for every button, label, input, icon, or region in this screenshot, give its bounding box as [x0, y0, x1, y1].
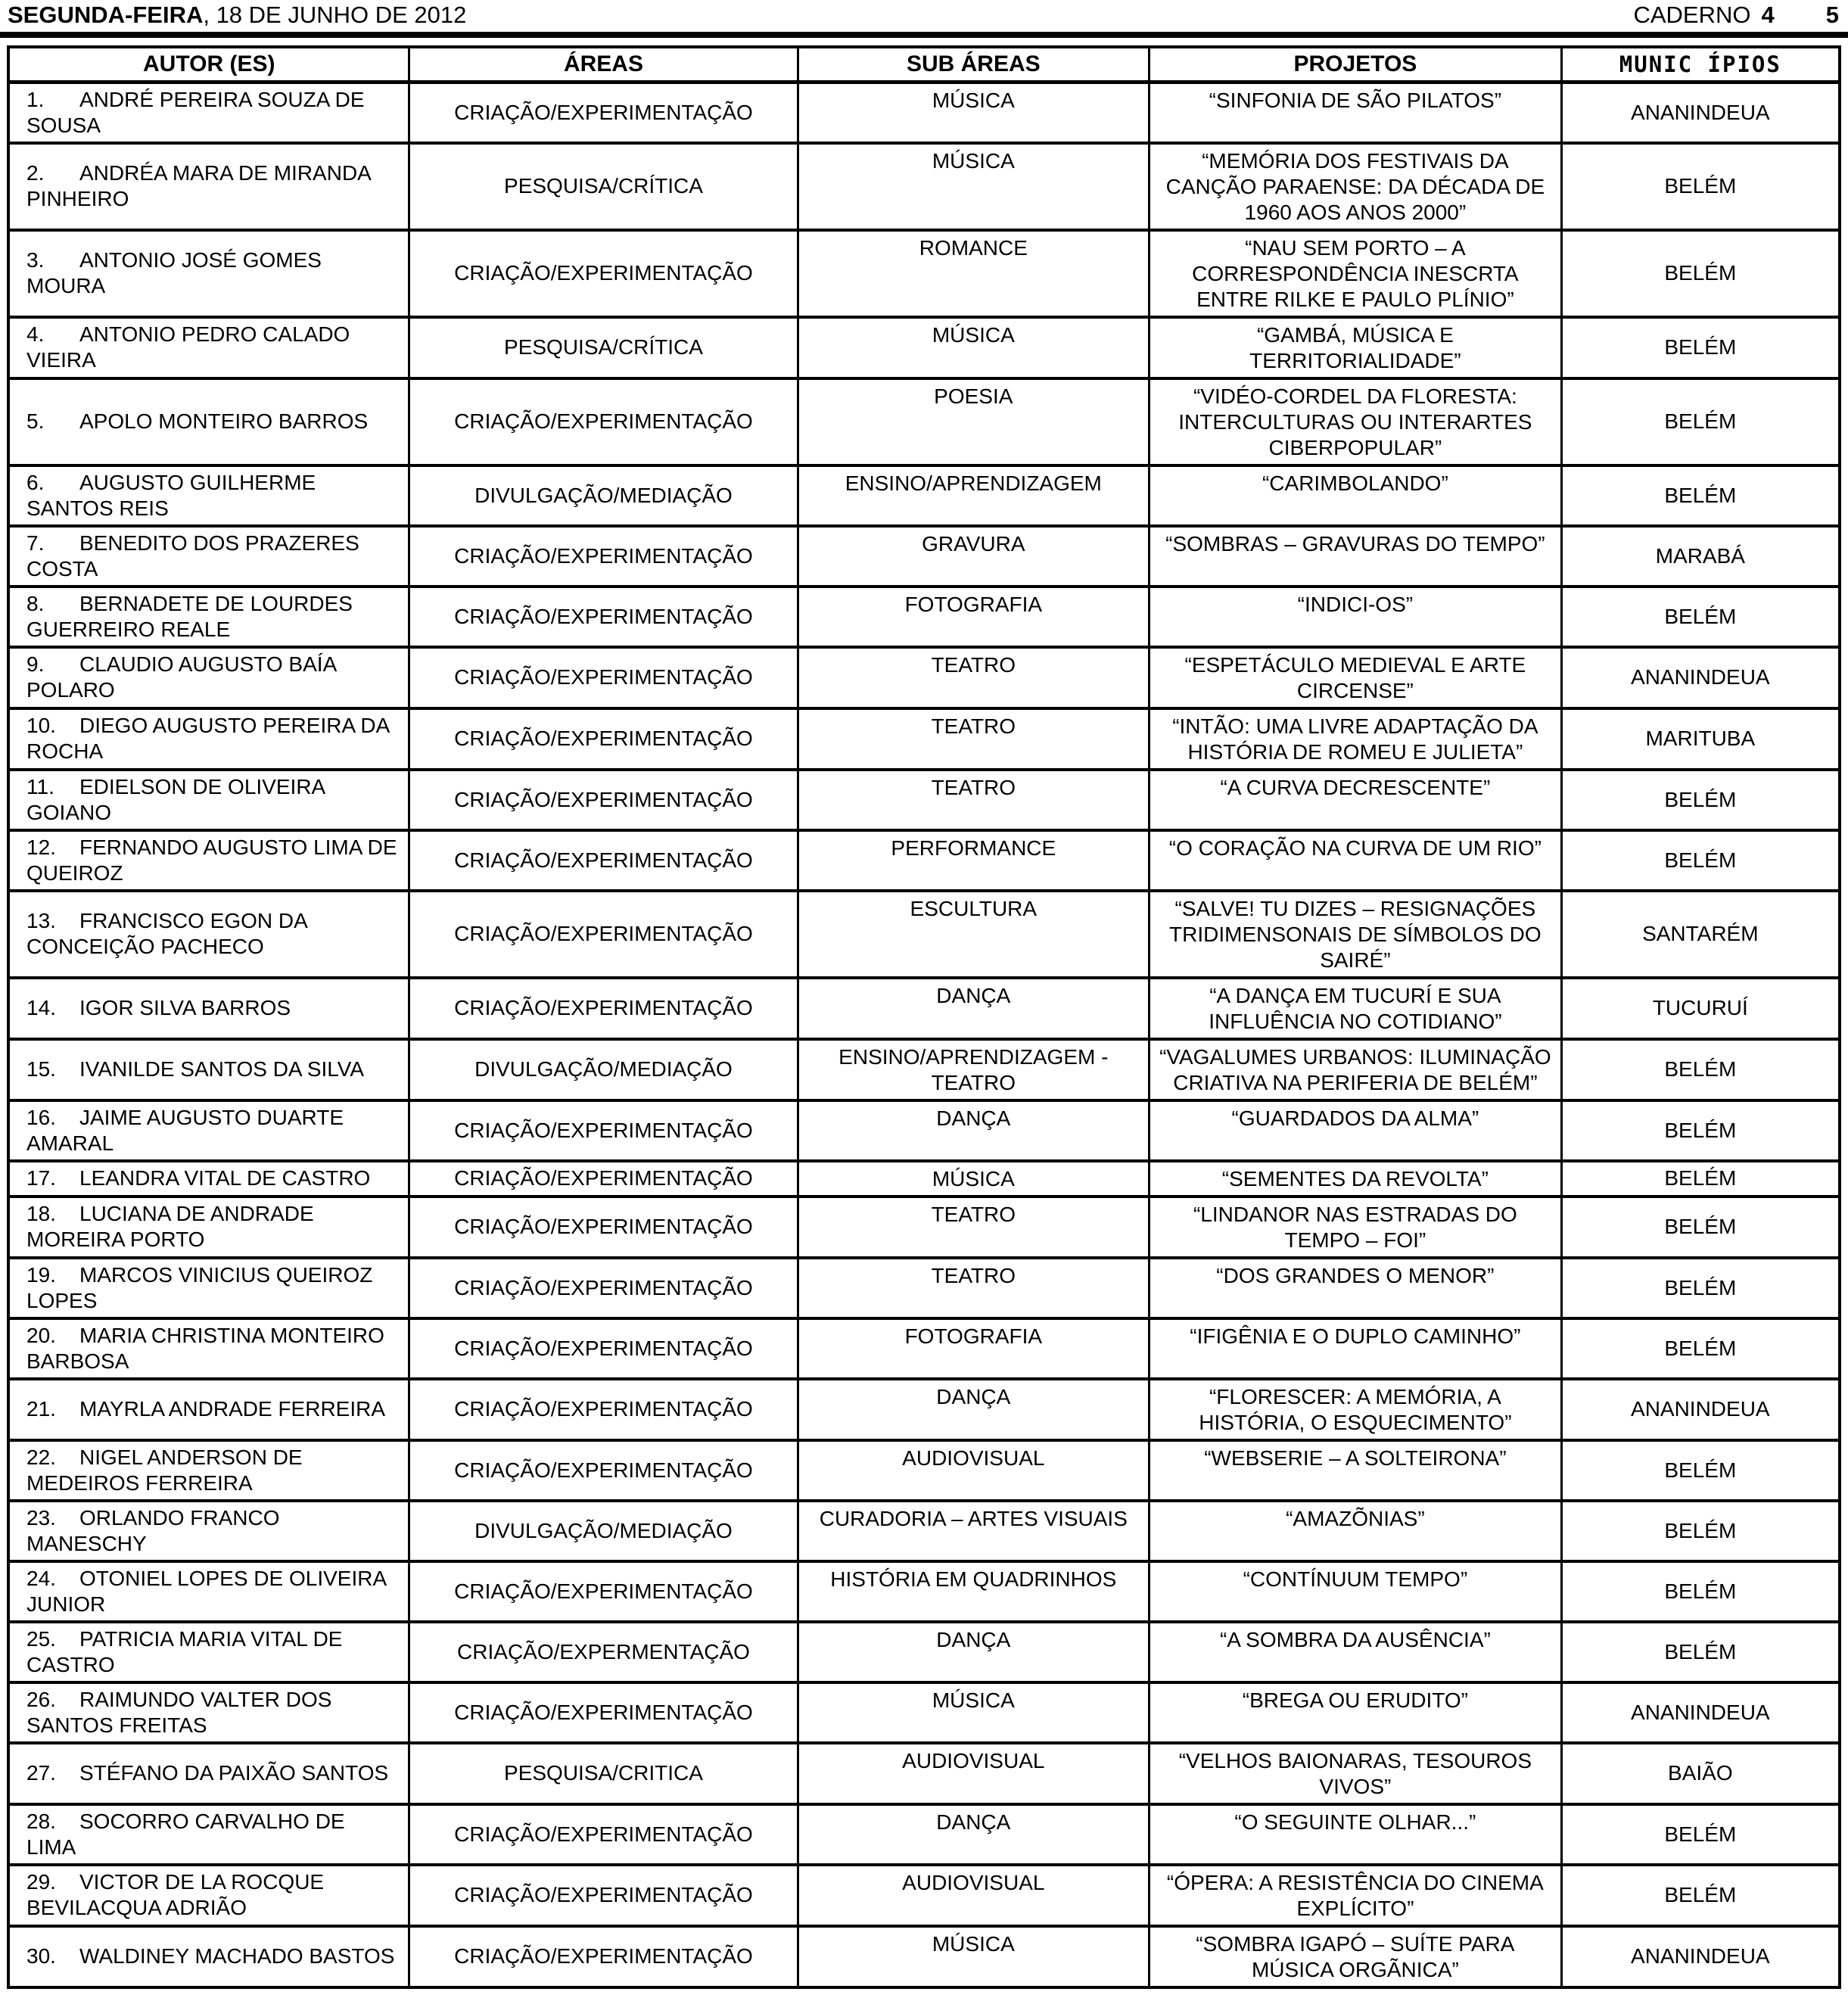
subarea-cell: MÚSICA: [798, 82, 1150, 143]
table-row: [8, 1258, 1840, 1318]
autor-cell: [8, 1197, 409, 1258]
subarea-cell: AUDIOVISUAL: [798, 1743, 1150, 1804]
table-row: [8, 587, 1840, 647]
projeto-cell: “GAMBÁ, MÚSICA E TERRITORIALIDADE”: [1150, 317, 1562, 378]
table-row: [8, 82, 1840, 143]
area-cell: PESQUISA/CRÍTICA: [409, 317, 798, 378]
municipio-cell: BELÉM: [1561, 317, 1840, 378]
autor-cell: [8, 317, 409, 378]
subarea-cell: FOTOGRAFIA: [798, 1318, 1150, 1379]
subarea-cell: AUDIOVISUAL: [798, 1865, 1150, 1926]
row-number: 22.: [26, 1445, 56, 1469]
municipio-cell: MARABÁ: [1561, 526, 1840, 587]
row-number: 25.: [26, 1626, 56, 1651]
area-cell: CRIAÇÃO/EXPERIMENTAÇÃO: [409, 1197, 798, 1258]
table-row: [8, 1039, 1840, 1100]
projeto-cell: “INDICI-OS”: [1150, 587, 1562, 647]
table-row: [8, 1804, 1840, 1865]
autor-cell: [8, 230, 409, 317]
area-cell: CRIAÇÃO/EXPERIMENTAÇÃO: [409, 1561, 798, 1622]
projeto-cell: “WEBSERIE – A SOLTEIRONA”: [1150, 1440, 1562, 1501]
table-row: [8, 1318, 1840, 1379]
authors-projects-table: [7, 45, 1841, 1989]
projeto-cell: “VIDÉO-CORDEL DA FLORESTA: INTERCULTURAS OU INTERARTES CIBERPOPULAR”: [1150, 378, 1562, 465]
municipio-cell: BELÉM: [1561, 1865, 1840, 1926]
table-row: [8, 891, 1840, 978]
area-cell: CRIAÇÃO/EXPERIMENTAÇÃO: [409, 526, 798, 587]
municipio-cell: BELÉM: [1561, 1039, 1840, 1100]
area-cell: CRIAÇÃO/EXPERIMENTAÇÃO: [409, 1161, 798, 1197]
autor-name: ANTONIO PEDRO CALADO VIEIRA: [26, 322, 350, 372]
area-cell: PESQUISA/CRÍTICA: [409, 143, 798, 230]
row-number: 4.: [26, 322, 45, 346]
autor-cell: [8, 587, 409, 647]
municipio-cell: BELÉM: [1561, 143, 1840, 230]
area-cell: CRIAÇÃO/EXPERIMENTAÇÃO: [409, 1804, 798, 1865]
autor-name: FRANCISCO EGON DA CONCEIÇÃO PACHECO: [26, 909, 307, 958]
municipio-cell: BELÉM: [1561, 587, 1840, 647]
autor-name: MARIA CHRISTINA MONTEIRO BARBOSA: [26, 1323, 384, 1373]
autor-name: VICTOR DE LA ROCQUE BEVILACQUA ADRIÃO: [26, 1870, 325, 1919]
autor-name: FERNANDO AUGUSTO LIMA DE QUEIROZ: [26, 835, 397, 885]
autor-name: LUCIANA DE ANDRADE MOREIRA PORTO: [26, 1202, 314, 1251]
autor-cell: [8, 526, 409, 587]
row-number: 23.: [26, 1505, 56, 1530]
projeto-cell: “ESPETÁCULO MEDIEVAL E ARTE CIRCENSE”: [1150, 647, 1562, 708]
row-number: 2.: [26, 161, 45, 185]
municipio-cell: BELÉM: [1561, 378, 1840, 465]
row-number: 1.: [26, 87, 45, 111]
row-number: 29.: [26, 1870, 56, 1894]
projeto-cell: “VAGALUMES URBANOS: ILUMINAÇÃO CRIATIVA NA PERIFERIA DE BELÉM”: [1150, 1039, 1562, 1100]
area-cell: CRIAÇÃO/EXPERIMENTAÇÃO: [409, 708, 798, 770]
row-number: 19.: [26, 1262, 56, 1287]
page-number: 5: [1825, 2, 1839, 28]
table-row: [8, 1379, 1840, 1440]
subarea-cell: TEATRO: [798, 1258, 1150, 1318]
row-number: 11.: [26, 774, 54, 798]
autor-cell: [8, 82, 409, 143]
table-row: [8, 770, 1840, 830]
row-number: 21.: [26, 1397, 56, 1421]
area-cell: DIVULGAÇÃO/MEDIAÇÃO: [409, 465, 798, 526]
row-number: 20.: [26, 1323, 56, 1347]
subarea-cell: MÚSICA: [798, 1682, 1150, 1743]
subarea-cell: ENSINO/APRENDIZAGEM - TEATRO: [798, 1039, 1150, 1100]
autor-name: JAIME AUGUSTO DUARTE AMARAL: [26, 1105, 344, 1155]
row-number: 30.: [26, 1944, 56, 1968]
row-number: 8.: [26, 591, 45, 615]
autor-cell: [8, 647, 409, 708]
autor-cell: [8, 1039, 409, 1100]
autor-name: MAYRLA ANDRADE FERREIRA: [79, 1397, 386, 1421]
table-row: [8, 830, 1840, 891]
autor-name: SOCORRO CARVALHO DE LIMA: [26, 1809, 345, 1859]
autor-name: RAIMUNDO VALTER DOS SANTOS FREITAS: [26, 1687, 332, 1737]
area-cell: CRIAÇÃO/EXPERIMENTAÇÃO: [409, 82, 798, 143]
header-rule: [0, 32, 1848, 38]
municipio-cell: ANANINDEUA: [1561, 647, 1840, 708]
projeto-cell: “A CURVA DECRESCENTE”: [1150, 770, 1562, 830]
projeto-cell: “IFIGÊNIA E O DUPLO CAMINHO”: [1150, 1318, 1562, 1379]
autor-cell: [8, 1100, 409, 1161]
caderno-number: 4: [1761, 2, 1775, 28]
subarea-cell: DANÇA: [798, 1622, 1150, 1682]
area-cell: CRIAÇÃO/EXPERMENTAÇÃO: [409, 1622, 798, 1682]
municipio-cell: ANANINDEUA: [1561, 82, 1840, 143]
subarea-cell: ROMANCE: [798, 230, 1150, 317]
table-row: [8, 1865, 1840, 1926]
subarea-cell: FOTOGRAFIA: [798, 587, 1150, 647]
subarea-cell: ENSINO/APRENDIZAGEM: [798, 465, 1150, 526]
table-row: [8, 1561, 1840, 1622]
projeto-cell: “AMAZÕNIAS”: [1150, 1501, 1562, 1561]
projeto-cell: “VELHOS BAIONARAS, TESOUROS VIVOS”: [1150, 1743, 1562, 1804]
autor-name: APOLO MONTEIRO BARROS: [79, 409, 369, 433]
municipio-cell: BELÉM: [1561, 770, 1840, 830]
autor-name: WALDINEY MACHADO BASTOS: [79, 1944, 395, 1968]
area-cell: CRIAÇÃO/EXPERIMENTAÇÃO: [409, 1258, 798, 1318]
autor-cell: [8, 1743, 409, 1804]
row-number: 24.: [26, 1566, 56, 1590]
projeto-cell: “SINFONIA DE SÃO PILATOS”: [1150, 82, 1562, 143]
subarea-cell: DANÇA: [798, 1804, 1150, 1865]
autor-name: EDIELSON DE OLIVEIRA GOIANO: [26, 774, 325, 824]
area-cell: DIVULGAÇÃO/MEDIAÇÃO: [409, 1039, 798, 1100]
subarea-cell: GRAVURA: [798, 526, 1150, 587]
projeto-cell: “FLORESCER: A MEMÓRIA, A HISTÓRIA, O ESQUECIMENTO”: [1150, 1379, 1562, 1440]
subarea-cell: HISTÓRIA EM QUADRINHOS: [798, 1561, 1150, 1622]
autor-name: ANTONIO JOSÉ GOMES MOURA: [26, 248, 322, 297]
municipio-cell: BELÉM: [1561, 1440, 1840, 1501]
area-cell: CRIAÇÃO/EXPERIMENTAÇÃO: [409, 1379, 798, 1440]
autor-cell: [8, 708, 409, 770]
autor-cell: [8, 770, 409, 830]
municipio-cell: BELÉM: [1561, 1804, 1840, 1865]
autor-cell: [8, 1440, 409, 1501]
page-header: [0, 0, 1848, 29]
area-cell: CRIAÇÃO/EXPERIMENTAÇÃO: [409, 1865, 798, 1926]
row-number: 10.: [26, 714, 56, 737]
municipio-cell: BELÉM: [1561, 465, 1840, 526]
autor-name: PATRICIA MARIA VITAL DE CASTRO: [26, 1626, 343, 1676]
subarea-cell: TEATRO: [798, 1197, 1150, 1258]
autor-name: ANDRÉA MARA DE MIRANDA PINHEIRO: [26, 161, 371, 210]
projeto-cell: “SOMBRA IGAPÓ – SUÍTE PARA MÚSICA ORGÃNICA”: [1150, 1926, 1562, 1987]
municipio-cell: SANTARÉM: [1561, 891, 1840, 978]
autor-name: STÉFANO DA PAIXÃO SANTOS: [79, 1761, 389, 1785]
row-number: 28.: [26, 1809, 56, 1833]
table-row: [8, 1743, 1840, 1804]
table-row: [8, 1440, 1840, 1501]
projeto-cell: “LINDANOR NAS ESTRADAS DO TEMPO – FOI”: [1150, 1197, 1562, 1258]
subarea-cell: PERFORMANCE: [798, 830, 1150, 891]
table-row: [8, 1501, 1840, 1561]
autor-cell: [8, 1318, 409, 1379]
autor-cell: [8, 378, 409, 465]
projeto-cell: “A DANÇA EM TUCURÍ E SUA INFLUÊNCIA NO COTIDIANO”: [1150, 978, 1562, 1039]
area-cell: CRIAÇÃO/EXPERIMENTAÇÃO: [409, 587, 798, 647]
projeto-cell: “BREGA OU ERUDITO”: [1150, 1682, 1562, 1743]
area-cell: CRIAÇÃO/EXPERIMENTAÇÃO: [409, 1440, 798, 1501]
projeto-cell: “DOS GRANDES O MENOR”: [1150, 1258, 1562, 1318]
autor-name: CLAUDIO AUGUSTO BAÍA POLARO: [26, 652, 336, 702]
municipio-cell: BELÉM: [1561, 1258, 1840, 1318]
header-autor: AUTOR (ES): [8, 47, 409, 82]
municipio-cell: BELÉM: [1561, 230, 1840, 317]
autor-cell: [8, 1379, 409, 1440]
projeto-cell: “GUARDADOS DA ALMA”: [1150, 1100, 1562, 1161]
table-row: [8, 230, 1840, 317]
projeto-cell: “ÓPERA: A RESISTÊNCIA DO CINEMA EXPLÍCITO”: [1150, 1865, 1562, 1926]
table-row: [8, 143, 1840, 230]
municipio-cell: BELÉM: [1561, 1622, 1840, 1682]
autor-name: DIEGO AUGUSTO PEREIRA DA ROCHA: [26, 714, 389, 763]
table-row: [8, 378, 1840, 465]
row-number: 15.: [26, 1057, 56, 1081]
autor-cell: [8, 465, 409, 526]
table-row: [8, 465, 1840, 526]
area-cell: CRIAÇÃO/EXPERIMENTAÇÃO: [409, 770, 798, 830]
municipio-cell: BELÉM: [1561, 1161, 1840, 1197]
table-row: [8, 1161, 1840, 1197]
municipio-cell: MARITUBA: [1561, 708, 1840, 770]
row-number: 26.: [26, 1687, 56, 1711]
projeto-cell: “SOMBRAS – GRAVURAS DO TEMPO”: [1150, 526, 1562, 587]
autor-cell: [8, 1622, 409, 1682]
subarea-cell: TEATRO: [798, 708, 1150, 770]
autor-cell: [8, 1258, 409, 1318]
subarea-cell: TEATRO: [798, 770, 1150, 830]
municipio-cell: BELÉM: [1561, 1318, 1840, 1379]
subarea-cell: DANÇA: [798, 978, 1150, 1039]
projeto-cell: “NAU SEM PORTO – A CORRESPONDÊNCIA INESCRTA ENTRE RILKE E PAULO PLÍNIO”: [1150, 230, 1562, 317]
subarea-cell: DANÇA: [798, 1100, 1150, 1161]
area-cell: CRIAÇÃO/EXPERIMENTAÇÃO: [409, 230, 798, 317]
autor-name: AUGUSTO GUILHERME SANTOS REIS: [26, 470, 316, 520]
subarea-cell: ESCULTURA: [798, 891, 1150, 978]
subarea-cell: CURADORIA – ARTES VISUAIS: [798, 1501, 1150, 1561]
subarea-cell: MÚSICA: [798, 317, 1150, 378]
header-projetos: PROJETOS: [1150, 47, 1562, 82]
subarea-cell: AUDIOVISUAL: [798, 1440, 1150, 1501]
municipio-cell: ANANINDEUA: [1561, 1682, 1840, 1743]
autor-cell: [8, 891, 409, 978]
area-cell: CRIAÇÃO/EXPERIMENTAÇÃO: [409, 891, 798, 978]
row-number: 14.: [26, 996, 56, 1019]
autor-cell: [8, 830, 409, 891]
area-cell: CRIAÇÃO/EXPERIMENTAÇÃO: [409, 378, 798, 465]
autor-cell: [8, 1161, 409, 1197]
municipio-cell: BELÉM: [1561, 1197, 1840, 1258]
area-cell: CRIAÇÃO/EXPERIMENTAÇÃO: [409, 1682, 798, 1743]
area-cell: CRIAÇÃO/EXPERIMENTAÇÃO: [409, 978, 798, 1039]
row-number: 18.: [26, 1202, 56, 1225]
table-row: [8, 647, 1840, 708]
subarea-cell: MÚSICA: [798, 143, 1150, 230]
edition-date: [8, 2, 466, 29]
autor-name: ORLANDO FRANCO MANESCHY: [26, 1505, 280, 1555]
municipio-cell: BELÉM: [1561, 830, 1840, 891]
subarea-cell: DANÇA: [798, 1379, 1150, 1440]
municipio-cell: BELÉM: [1561, 1501, 1840, 1561]
subarea-cell: MÚSICA: [798, 1926, 1150, 1987]
row-number: 9.: [26, 652, 45, 676]
results-table-body: [8, 82, 1840, 1987]
municipio-cell: BAIÃO: [1561, 1743, 1840, 1804]
municipio-cell: ANANINDEUA: [1561, 1926, 1840, 1987]
row-number: 27.: [26, 1761, 56, 1785]
area-cell: DIVULGAÇÃO/MEDIAÇÃO: [409, 1501, 798, 1561]
autor-name: OTONIEL LOPES DE OLIVEIRA JUNIOR: [26, 1566, 386, 1616]
area-cell: CRIAÇÃO/EXPERIMENTAÇÃO: [409, 830, 798, 891]
area-cell: CRIAÇÃO/EXPERIMENTAÇÃO: [409, 647, 798, 708]
weekday-label: SEGUNDA-FEIRA: [8, 2, 204, 28]
header-subareas: SUB ÁREAS: [798, 47, 1150, 82]
area-cell: CRIAÇÃO/EXPERIMENTAÇÃO: [409, 1318, 798, 1379]
autor-cell: [8, 1561, 409, 1622]
subarea-cell: MÚSICA: [798, 1161, 1150, 1197]
autor-name: LEANDRA VITAL DE CASTRO: [79, 1166, 371, 1190]
autor-cell: [8, 1804, 409, 1865]
table-row: [8, 1622, 1840, 1682]
row-number: 5.: [26, 409, 45, 433]
municipio-cell: TUCURUÍ: [1561, 978, 1840, 1039]
table-row: [8, 1100, 1840, 1161]
row-number: 17.: [26, 1166, 56, 1190]
autor-name: MARCOS VINICIUS QUEIROZ LOPES: [26, 1262, 373, 1312]
autor-cell: [8, 1501, 409, 1561]
projeto-cell: “A SOMBRA DA AUSÊNCIA”: [1150, 1622, 1562, 1682]
subarea-cell: TEATRO: [798, 647, 1150, 708]
autor-cell: [8, 143, 409, 230]
row-number: 13.: [26, 909, 56, 932]
projeto-cell: “SALVE! TU DIZES – RESIGNAÇÕES TRIDIMENSONAIS DE SÍMBOLOS DO SAIRÉ”: [1150, 891, 1562, 978]
municipio-cell: BELÉM: [1561, 1100, 1840, 1161]
row-number: 6.: [26, 470, 45, 494]
municipio-cell: ANANINDEUA: [1561, 1379, 1840, 1440]
projeto-cell: “INTÃO: UMA LIVRE ADAPTAÇÃO DA HISTÓRIA DE ROMEU E JULIETA”: [1150, 708, 1562, 770]
municipio-cell: BELÉM: [1561, 1561, 1840, 1622]
table-row: [8, 708, 1840, 770]
table-row: [8, 978, 1840, 1039]
date-text: , 18 DE JUNHO DE 2012: [203, 2, 467, 28]
projeto-cell: “MEMÓRIA DOS FESTIVAIS DA CANÇÃO PARAENSE: DA DÉCADA DE 1960 AOS ANOS 2000”: [1150, 143, 1562, 230]
header-municipios: MUNIC ÍPIOS: [1561, 47, 1840, 82]
autor-name: IGOR SILVA BARROS: [79, 996, 291, 1019]
table-row: [8, 526, 1840, 587]
projeto-cell: “O CORAÇÃO NA CURVA DE UM RIO”: [1150, 830, 1562, 891]
row-number: 12.: [26, 835, 56, 859]
projeto-cell: “CARIMBOLANDO”: [1150, 465, 1562, 526]
projeto-cell: “SEMENTES DA REVOLTA”: [1150, 1161, 1562, 1197]
table-row: [8, 1926, 1840, 1987]
caderno-page-info: [1633, 2, 1839, 29]
autor-cell: [8, 978, 409, 1039]
autor-cell: [8, 1682, 409, 1743]
projeto-cell: “O SEGUINTE OLHAR...”: [1150, 1804, 1562, 1865]
table-row: [8, 1197, 1840, 1258]
autor-name: NIGEL ANDERSON DE MEDEIROS FERREIRA: [26, 1445, 303, 1495]
autor-cell: [8, 1865, 409, 1926]
autor-name: IVANILDE SANTOS DA SILVA: [79, 1057, 365, 1081]
row-number: 16.: [26, 1105, 56, 1129]
autor-name: BENEDITO DOS PRAZERES COSTA: [26, 531, 359, 580]
area-cell: CRIAÇÃO/EXPERIMENTAÇÃO: [409, 1100, 798, 1161]
table-header: [8, 47, 1840, 82]
row-number: 3.: [26, 248, 45, 272]
autor-name: ANDRÉ PEREIRA SOUZA DE SOUSA: [26, 87, 365, 137]
table-row: [8, 317, 1840, 378]
header-areas: ÁREAS: [409, 47, 798, 82]
autor-cell: [8, 1926, 409, 1987]
projeto-cell: “CONTÍNUUM TEMPO”: [1150, 1561, 1562, 1622]
row-number: 7.: [26, 531, 45, 555]
area-cell: PESQUISA/CRITICA: [409, 1743, 798, 1804]
area-cell: CRIAÇÃO/EXPERIMENTAÇÃO: [409, 1926, 798, 1987]
subarea-cell: POESIA: [798, 378, 1150, 465]
caderno-label: CADERNO: [1633, 2, 1751, 28]
table-row: [8, 1682, 1840, 1743]
autor-name: BERNADETE DE LOURDES GUERREIRO REALE: [26, 591, 353, 641]
